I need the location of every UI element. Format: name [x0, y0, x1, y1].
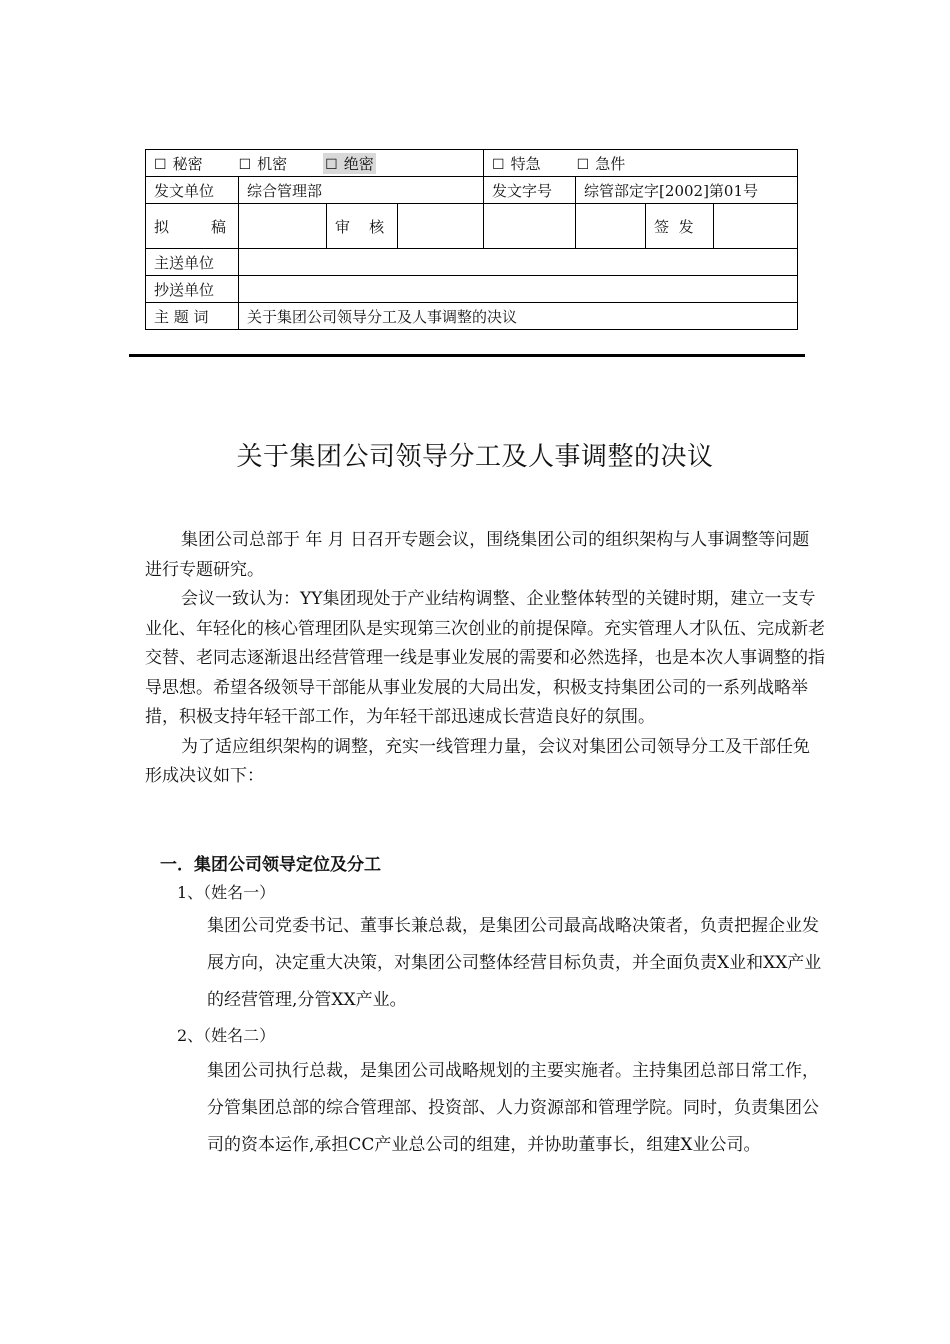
drafter-label: 拟 稿: [146, 204, 239, 249]
top-secret-checkbox[interactable]: ☐ 绝密: [325, 154, 374, 173]
intro-paragraph-block: [145, 526, 825, 792]
main-recipient-label: 主送单位: [146, 249, 239, 276]
empty-cell: [576, 204, 646, 249]
section-heading: 一．集团公司领导定位及分工: [160, 855, 381, 875]
paragraph: 集团公司总部于 年 月 日召开专题会议，围绕集团公司的组织架构与人事调整等问题进行专题研究。: [145, 530, 810, 580]
issuing-unit-value: 综合管理部: [239, 177, 484, 204]
signer-value: [714, 204, 798, 249]
doc-number-value: 综管部定字[2002]第01号: [576, 177, 798, 204]
doc-number-label: 发文字号: [484, 177, 576, 204]
main-recipient-value: [239, 249, 798, 276]
checkbox-icon: ☐: [492, 156, 505, 173]
paragraph: 会议一致认为：YY集团现处于产业结构调整、企业整体转型的关键时期，建立一支专业化、年轻化的核心管理团队是实现第三次创业的前提保障。充实管理人才队伍、完成新老交替、老同志逐渐退出经营管理一线是事业发展的需要和必然选择，也是本次人事调整的指导思想。希望各级领导干部能从事业发展的大局出发，积极支持集团公司的一系列战略举措，积极支持年轻干部工作，为年轻干部迅速成长营造良好的氛围。: [145, 589, 825, 727]
checkbox-icon: ☐: [576, 156, 590, 173]
keywords-label: 主 题 词: [146, 303, 239, 330]
classification-cell: [146, 150, 484, 177]
urgent-checkbox[interactable]: ☐ 急件: [576, 154, 626, 173]
urgency-cell: [484, 150, 798, 177]
cc-value: [239, 276, 798, 303]
item-label: 1、（姓名一）: [177, 883, 276, 902]
document-header-table: [145, 149, 798, 330]
checkbox-icon: ☐: [325, 156, 338, 173]
cc-label: 抄送单位: [146, 276, 239, 303]
extra-urgent-checkbox[interactable]: ☐ 特急: [492, 154, 541, 173]
reviewer-value: [398, 204, 484, 249]
confidential-checkbox[interactable]: ☐ 机密: [238, 154, 288, 173]
item-label: 2、（姓名二）: [177, 1026, 276, 1045]
checkbox-icon: ☐: [238, 156, 252, 173]
checkbox-icon: ☐: [154, 156, 167, 173]
secret-checkbox[interactable]: ☐ 秘密: [154, 154, 203, 173]
header-divider: [129, 354, 805, 357]
empty-cell: [484, 204, 576, 249]
keywords-value: 关于集团公司领导分工及人事调整的决议: [239, 303, 798, 330]
document-title: 关于集团公司领导分工及人事调整的决议: [236, 442, 714, 472]
paragraph: 为了适应组织架构的调整，充实一线管理力量，会议对集团公司领导分工及干部任免形成决议如下：: [145, 736, 810, 786]
reviewer-label: 审 核: [327, 204, 398, 249]
item-text: 集团公司执行总裁，是集团公司战略规划的主要实施者。主持集团总部日常工作，分管集团总部的综合管理部、投资部、人力资源部和管理学院。同时，负责集团公司的资本运作,承担CC产业总公司的组建，并协助董事长，组建X业公司。: [207, 1061, 819, 1155]
signer-label: 签 发: [646, 204, 714, 249]
drafter-value: [239, 204, 327, 249]
issuing-unit-label: 发文单位: [146, 177, 239, 204]
item-text: 集团公司党委书记、董事长兼总裁，是集团公司最高战略决策者，负责把握企业发展方向，决定重大决策，对集团公司整体经营目标负责，并全面负责X业和XX产业的经营管理,分管XX产业。: [207, 916, 822, 1010]
